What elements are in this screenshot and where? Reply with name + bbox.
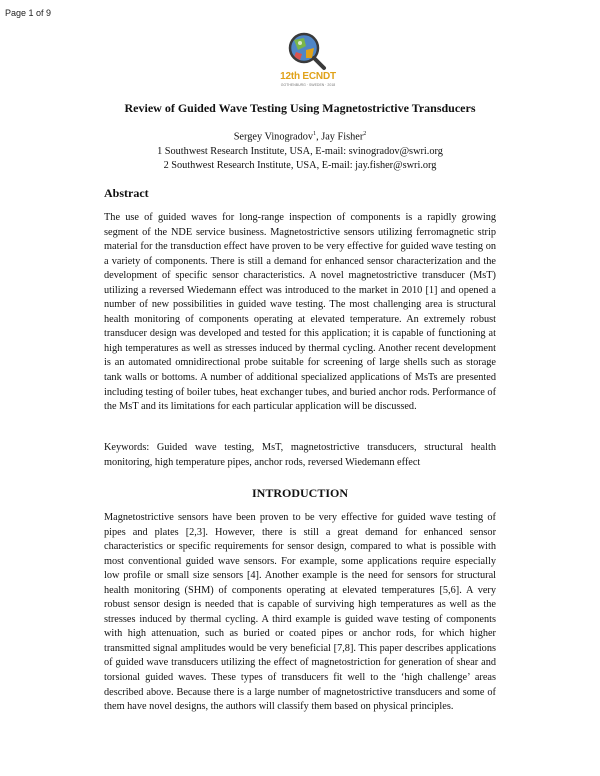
author-block	[0, 127, 600, 174]
introduction-heading: INTRODUCTION	[251, 486, 348, 500]
logo-text: 12th ECNDT	[280, 71, 336, 82]
magnifier-globe-icon	[276, 30, 340, 72]
introduction-paragraph: Magnetostrictive sensors have been proven to be very effective for guided wave testing of pipes and plates [2,3]. However, there is still a great demand for enhanced sensor characteristics or specific requirements for sensor design, compared to what is possible with most conventional guided wave sensors. For example, some applications require especially low profile or small size sensors [4]. Another example is the need for sensors for structural health monitoring (SHM) of components operating at elevated temperatures [5,6]. A very robust sensor design is needed that is capable of surviving high temperatures as well as the stresses induced by thermal cycling. A third example is guided wave testing of components with high attenuation, such as buried or coated pipes or anchor rods, for which higher transmitted signal amplitudes would be very beneficial [7,8]. This paper describes applications of guided wave transducers utilizing the effect of magnetostriction for generation of shear and torsional guided waves. These types of transducers fit well to the ‘high challenge’ areas described above. Because there is a large number of magnetostrictive transducers and some of them have novel designs, the authors will classify them based on physical principles.	[104, 512, 496, 713]
affiliation-2: 2 Southwest Research Institute, USA, E-mail: jay.fisher@swri.org	[163, 160, 437, 172]
abstract-heading: Abstract	[104, 186, 149, 200]
affiliation-1: 1 Southwest Research Institute, USA, E-mail: svinogradov@swri.org	[157, 145, 443, 157]
keywords-paragraph: Keywords: Guided wave testing, MsT, magnetostrictive transducers, structural health monitoring, high temperature pipes, anchor rods, reversed Wiedemann effect	[104, 442, 496, 468]
conference-logo	[276, 30, 340, 100]
page-indicator: Page 1 of 9	[5, 8, 52, 18]
abstract-paragraph: The use of guided waves for long-range inspection of components is a rapidly growing segment of the NDE service business. Magnetostrictive sensors utilizing ferromagnetic strip material for the transduction effect have proven to be very effective for guided wave testing on a variety of components. There is still a demand for enhanced sensor characterization and the development of specific sensor characteristics. A novel magnetostrictive transducer (MsT) utilizing a reversed Wiedemann effect was introduced to the market in 2010 [1] and opened a number of new possibilities in guided wave testing. The most challenging area is structural health monitoring of components operating at elevated temperature. An extremely robust transducer design was developed and tested for this application; it is capable of functioning at high temperatures as well as stresses induced by thermal cycling. Another recent development is an automated omnidirectional probe suitable for screening of large shells such as storage tank walls or bottoms. A number of additional specialized applications of MsTs are presented including testing of boiler tubes, heat exchanger tubes, and buried anchor rods. Performance of the MsT and its limitations for each particular application will be discussed.	[104, 212, 496, 413]
paper-title: Review of Guided Wave Testing Using Magnetostrictive Transducers	[124, 101, 476, 115]
logo-subtext: GOTHENBURG · SWEDEN · 2018	[280, 83, 336, 87]
author-names: Sergey Vinogradov$^1$, Jay Fisher$^2$	[233, 131, 367, 143]
